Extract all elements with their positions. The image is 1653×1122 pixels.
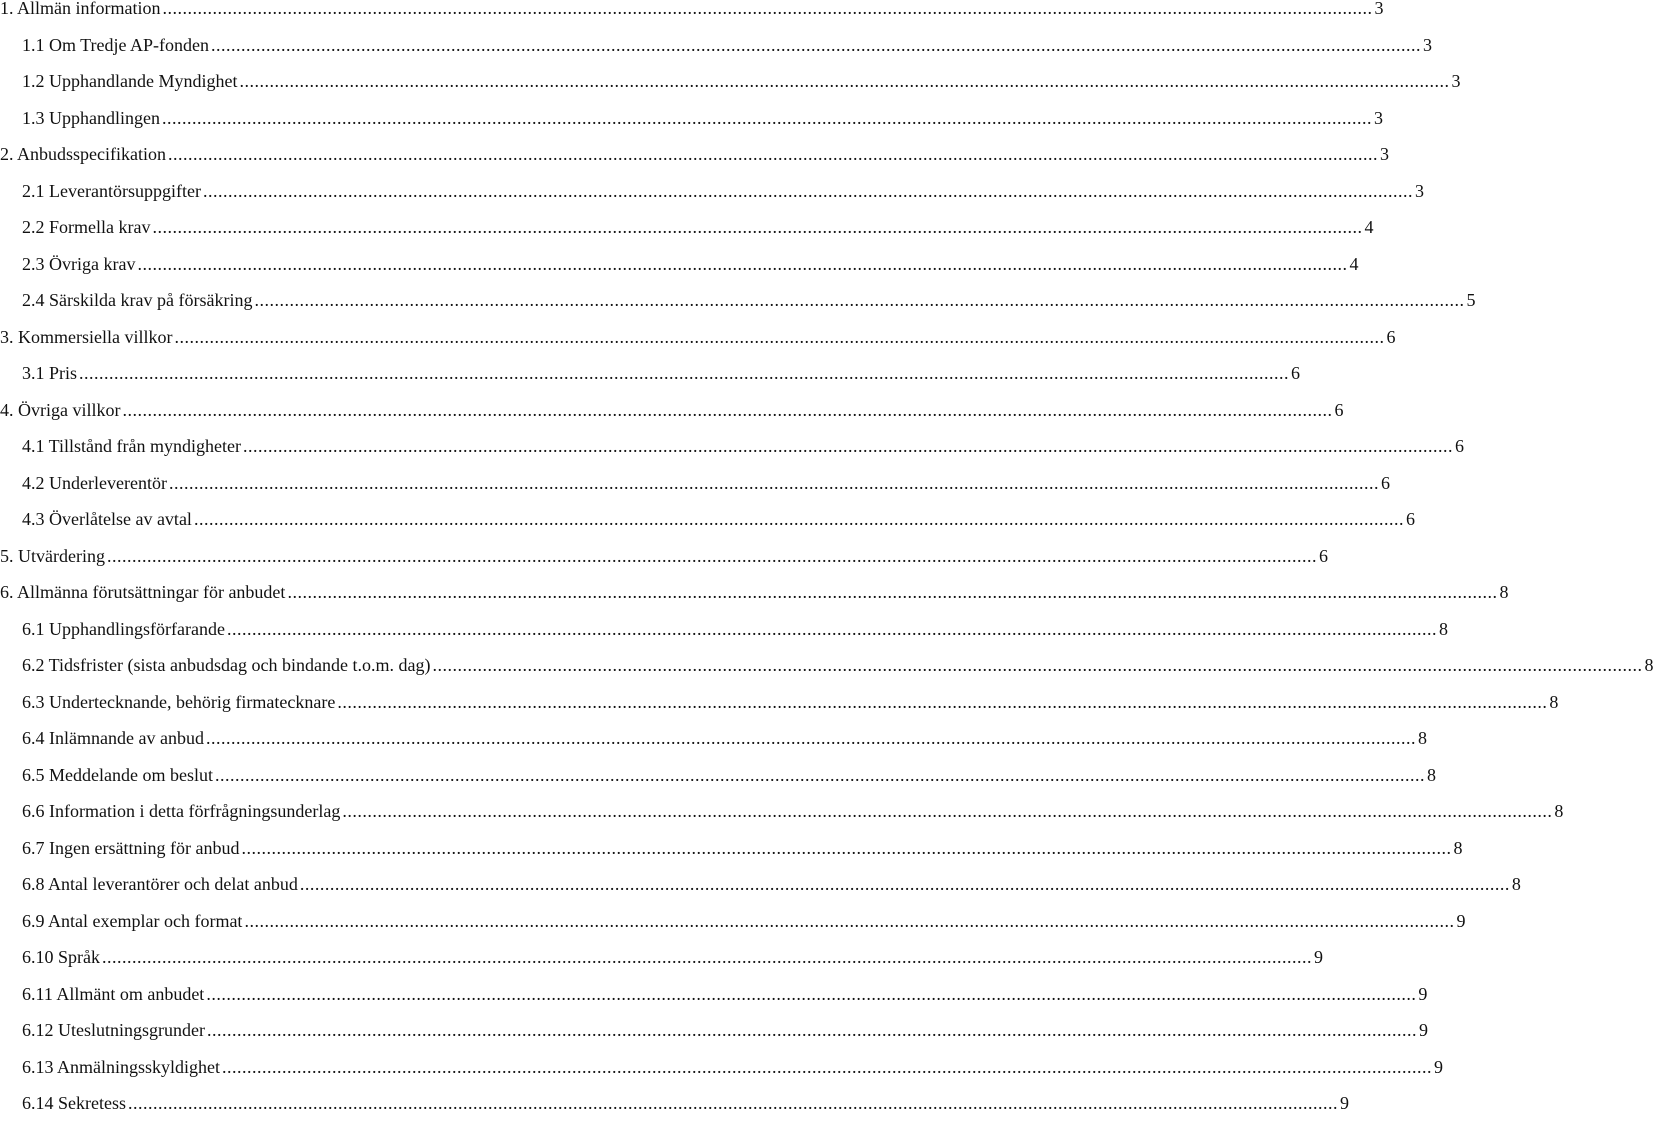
dot-leader [174,319,1384,356]
toc-entry-label: 6.10 Språk [22,947,100,967]
toc-entry-label: 2. Anbudsspecifikation [0,144,166,164]
toc-entry[interactable] [0,720,1427,757]
toc-entry-page: 6 [1334,399,1344,420]
dot-leader [239,63,1449,100]
toc-entry-label: 6.1 Upphandlingsförfarande [22,618,225,639]
toc-entry-label: 6.14 Sekretess [22,1093,126,1113]
toc-entry-label: 6. Allmänna förutsättningar för anbudet [0,582,286,602]
dot-leader [300,866,1510,903]
dot-leader [227,611,1437,648]
toc-entry[interactable] [0,903,1466,940]
toc-entry-page: 3 [1423,34,1433,55]
toc-entry-page: 8 [1426,764,1436,785]
dot-leader [337,684,1547,721]
toc-entry-label: 6.13 Anmälningsskyldighet [22,1056,220,1077]
toc-entry-page: 8 [1438,618,1448,639]
toc-entry-page: 9 [1418,983,1428,1004]
toc-entry-page: 6 [1380,472,1390,493]
toc-entry-page: 8 [1644,655,1653,675]
toc-entry-label: 6.3 Undertecknande, behörig firmatecknare [22,691,336,712]
dot-leader [102,939,1312,976]
toc-entry[interactable] [0,319,1396,356]
toc-entry-label: 1.1 Om Tredje AP-fonden [22,34,210,55]
toc-entry-label: 6.5 Meddelande om beslut [22,764,213,785]
toc-entry[interactable] [0,465,1390,502]
dot-leader [211,27,1421,64]
toc-entry[interactable] [0,63,1461,100]
dot-leader [207,1012,1417,1049]
toc-entry-page: 8 [1417,728,1427,748]
dot-leader [287,574,1497,611]
toc-entry-label: 6.6 Information i detta förfrågningsunderlag [22,801,341,821]
dot-leader [162,100,1372,137]
dot-leader [241,830,1451,867]
dot-leader [222,1049,1432,1086]
toc-entry[interactable] [0,1012,1428,1049]
toc-entry[interactable] [0,574,1509,611]
dot-leader [162,0,1372,27]
toc-entry[interactable] [0,538,1328,575]
dot-leader [206,720,1416,757]
dot-leader [122,392,1332,429]
toc-entry-page: 3 [1379,144,1389,164]
toc-entry-label: 4.1 Tillstånd från myndigheter [22,436,241,456]
toc-entry[interactable] [0,684,1559,721]
toc-entry-label: 6.12 Uteslutningsgrunder [22,1020,205,1040]
dot-leader [168,136,1378,173]
dot-leader [432,647,1642,684]
dot-leader [194,501,1404,538]
toc-entry-label: 1. Allmän information [0,0,161,18]
toc-entry-label: 4. Övriga villkor [0,399,121,420]
toc-entry-page: 9 [1434,1056,1443,1077]
toc-entry[interactable] [0,392,1344,429]
toc-entry[interactable] [0,939,1323,976]
dot-leader [203,173,1413,210]
toc-entry-page: 4 [1364,217,1374,237]
toc-entry-label: 6.11 Allmänt om anbudet [22,983,205,1004]
toc-entry[interactable] [0,282,1476,319]
dot-leader [79,355,1289,392]
toc-entry-page: 9 [1418,1020,1428,1040]
toc-entry[interactable] [0,976,1428,1013]
toc-entry-label: 3.1 Pris [22,363,78,383]
toc-entry[interactable] [0,173,1424,210]
toc-entry[interactable] [0,1049,1443,1086]
toc-entry-page: 6 [1455,436,1464,456]
dot-leader [152,209,1362,246]
toc-entry-label: 6.7 Ingen ersättning för anbud [22,837,240,858]
dot-leader [137,246,1347,283]
toc-entry[interactable] [0,1085,1349,1122]
toc-entry-label: 1.2 Upphandlande Myndighet [22,71,238,91]
toc-entry[interactable] [0,428,1464,465]
toc-entry-page: 9 [1339,1093,1349,1113]
toc-entry[interactable] [0,0,1384,27]
toc-entry-label: 6.4 Inlämnande av anbud [22,728,204,748]
toc-entry[interactable] [0,757,1436,794]
toc-entry-page: 6 [1291,363,1301,383]
dot-leader [169,465,1379,502]
toc-entry-page: 8 [1549,691,1559,712]
toc-entry-page: 8 [1499,582,1509,602]
dot-leader [342,793,1552,830]
toc-entry-label: 6.9 Antal exemplar och format [22,910,243,931]
toc-entry-page: 6 [1386,326,1396,347]
toc-entry-label: 3. Kommersiella villkor [0,326,173,347]
toc-entry-page: 4 [1349,253,1359,274]
toc-entry[interactable] [0,355,1301,392]
toc-entry-label: 1.3 Upphandlingen [22,107,160,128]
toc-entry-label: 4.2 Underleverentör [22,472,167,493]
toc-entry[interactable] [0,100,1383,137]
toc-entry-page: 3 [1451,71,1461,91]
dot-leader [254,282,1464,319]
toc-entry-label: 2.3 Övriga krav [22,253,136,274]
toc-entry-page: 8 [1511,874,1521,894]
toc-entry-label: 6.8 Antal leverantörer och delat anbud [22,874,298,894]
dot-leader [243,428,1453,465]
toc-entry-label: 2.4 Särskilda krav på försäkring [22,290,253,310]
toc-entry-label: 6.2 Tidsfrister (sista anbudsdag och bindande t.o.m. dag) [22,655,431,675]
toc-entry-page: 6 [1318,545,1328,566]
dot-leader [206,976,1416,1013]
toc-entry[interactable] [0,246,1359,283]
dot-leader [244,903,1454,940]
toc-entry-label: 2.1 Leverantörsuppgifter [22,180,201,201]
toc-entry-page: 9 [1314,947,1323,967]
toc-entry[interactable] [0,136,1389,173]
toc-entry[interactable] [0,866,1521,903]
dot-leader [215,757,1425,794]
toc-entry-page: 8 [1453,837,1463,858]
toc-entry-label: 5. Utvärdering [0,545,105,566]
toc-entry-page: 9 [1456,910,1466,931]
dot-leader [107,538,1317,575]
toc-entry[interactable] [0,501,1415,538]
toc-entry[interactable] [0,27,1433,64]
toc-entry[interactable] [0,209,1374,246]
toc-entry-page: 8 [1554,801,1564,821]
toc-entry-label: 4.3 Överlåtelse av avtal [22,509,192,529]
toc-entry-page: 3 [1373,107,1383,128]
toc-entry-page: 6 [1405,509,1415,529]
toc-entry[interactable] [0,611,1448,648]
toc-entry-page: 3 [1374,0,1384,18]
toc-entry[interactable] [0,793,1564,830]
toc-entry-page: 5 [1466,290,1476,310]
toc-entry[interactable] [0,647,1653,684]
toc-entry[interactable] [0,830,1463,867]
dot-leader [128,1085,1338,1122]
toc-entry-label: 2.2 Formella krav [22,217,151,237]
toc-entry-page: 3 [1414,180,1424,201]
